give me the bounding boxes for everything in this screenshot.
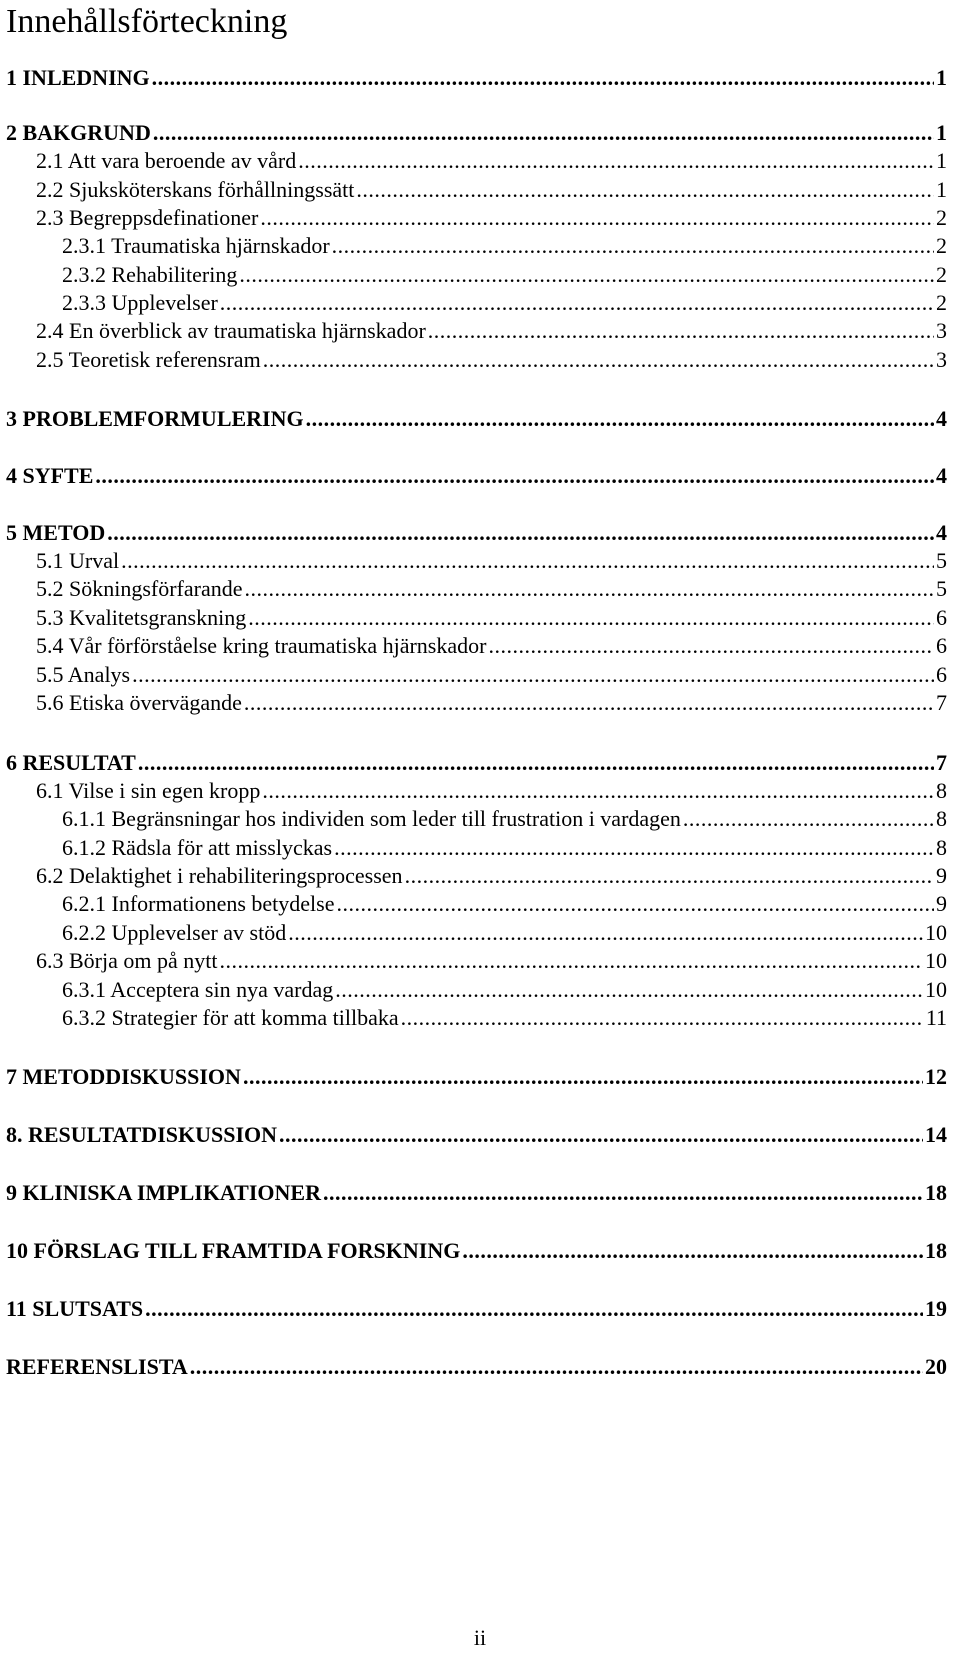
toc-entry-label: 6.3.1 Acceptera sin nya vardag — [62, 977, 334, 1002]
toc-entry-label: 4 SYFTE — [6, 463, 94, 488]
toc-entry-page-number: 4 — [936, 463, 947, 488]
toc-entry-label: 6.2.1 Informationens betydelse — [62, 891, 335, 916]
toc-entry-page-number: 11 — [925, 1005, 947, 1030]
toc-dot-leader — [298, 146, 934, 176]
toc-entry-page-number: 2 — [936, 205, 947, 230]
toc-entry-label: 2.2 Sjuksköterskans förhållningssätt — [36, 177, 355, 202]
toc-entry-label: 2.1 Att vara beroende av vård — [36, 148, 297, 173]
toc-entry-page-number: 1 — [936, 177, 947, 202]
toc-entry-page-number: 8 — [936, 835, 947, 860]
toc-entry-label: 6.1.1 Begränsningar hos individen som leder till frustration i vardagen — [62, 806, 681, 831]
toc-entry-page-number: 1 — [936, 148, 947, 173]
toc-entry-page-number: 8 — [936, 778, 947, 803]
toc-entry-label: 6 RESULTAT — [6, 750, 136, 775]
toc-entry[interactable] — [36, 203, 947, 233]
page-title: Innehållsförteckning — [6, 3, 288, 40]
toc-entry[interactable] — [6, 63, 947, 93]
toc-entry-label: 2.3.1 Traumatiska hjärnskador — [62, 233, 330, 258]
toc-dot-leader — [244, 688, 934, 718]
toc-dot-leader — [107, 518, 934, 548]
toc-entry-page-number: 2 — [936, 233, 947, 258]
toc-entry-label: 2 BAKGRUND — [6, 120, 151, 145]
toc-entry-page-number: 10 — [925, 948, 947, 973]
toc-entry[interactable] — [6, 404, 947, 434]
toc-entry-page-number: 7 — [936, 750, 947, 775]
toc-dot-leader — [263, 345, 934, 375]
toc-dot-leader — [288, 918, 923, 948]
toc-entry-label: 2.4 En överblick av traumatiska hjärnskador — [36, 318, 426, 343]
toc-entry-page-number: 18 — [925, 1238, 947, 1263]
toc-entry-label: 7 METODDISKUSSION — [6, 1064, 241, 1089]
toc-dot-leader — [262, 776, 934, 806]
toc-entry[interactable] — [36, 146, 947, 176]
toc-entry-label: 5.1 Urval — [36, 548, 120, 573]
toc-entry-page-number: 5 — [936, 548, 947, 573]
toc-dot-leader — [279, 1120, 923, 1150]
toc-dot-leader — [488, 631, 934, 661]
toc-entry-label: 11 SLUTSATS — [6, 1296, 144, 1321]
toc-entry-label: 5 METOD — [6, 520, 106, 545]
toc-entry[interactable] — [62, 1003, 947, 1033]
toc-entry[interactable] — [62, 918, 947, 948]
toc-entry-label: 10 FÖRSLAG TILL FRAMTIDA FORSKNING — [6, 1238, 461, 1263]
toc-entry[interactable] — [6, 1062, 947, 1092]
toc-entry-label: REFERENSLISTA — [6, 1354, 188, 1379]
toc-entry-page-number: 3 — [936, 318, 947, 343]
toc-entry[interactable] — [6, 748, 947, 778]
toc-entry-page-number: 1 — [936, 120, 947, 145]
toc-dot-leader — [138, 748, 934, 778]
toc-entry-label: 5.4 Vår förförståelse kring traumatiska hjärnskador — [36, 633, 487, 658]
toc-entry-label: 6.3.2 Strategier för att komma tillbaka — [62, 1005, 399, 1030]
toc-dot-leader — [356, 175, 934, 205]
toc-dot-leader — [683, 804, 934, 834]
toc-dot-leader — [428, 316, 934, 346]
toc-entry-page-number: 4 — [936, 520, 947, 545]
toc-dot-leader — [121, 546, 934, 576]
toc-entry-label: 2.3.3 Upplevelser — [62, 290, 218, 315]
toc-entry[interactable] — [36, 776, 947, 806]
toc-entry-label: 5.6 Etiska övervägande — [36, 690, 242, 715]
toc-entry-label: 3 PROBLEMFORMULERING — [6, 406, 304, 431]
toc-dot-leader — [152, 63, 934, 93]
toc-dot-leader — [219, 946, 923, 976]
toc-dot-leader — [153, 118, 934, 148]
toc-entry-label: 5.3 Kvalitetsgranskning — [36, 605, 247, 630]
toc-dot-leader — [239, 260, 934, 290]
toc-entry[interactable] — [6, 118, 947, 148]
toc-entry-page-number: 6 — [936, 662, 947, 687]
toc-dot-leader — [220, 288, 934, 318]
toc-entry-label: 6.2 Delaktighet i rehabiliteringsprocessen — [36, 863, 403, 888]
toc-dot-leader — [323, 1178, 923, 1208]
toc-entry-page-number: 20 — [925, 1354, 947, 1379]
toc-dot-leader — [401, 1003, 924, 1033]
toc-dot-leader — [145, 1294, 923, 1324]
toc-entry-label: 5.5 Analys — [36, 662, 131, 687]
toc-entry-label: 6.1 Vilse i sin egen kropp — [36, 778, 261, 803]
toc-entry-page-number: 9 — [936, 891, 947, 916]
toc-entry-label: 1 INLEDNING — [6, 65, 150, 90]
toc-entry-label: 2.3 Begreppsdefinationer — [36, 205, 259, 230]
toc-entry[interactable] — [6, 1236, 947, 1266]
toc-entry-page-number: 1 — [936, 65, 947, 90]
toc-dot-leader — [334, 833, 934, 863]
toc-dot-leader — [95, 461, 934, 491]
toc-dot-leader — [332, 231, 934, 261]
toc-entry-label: 2.5 Teoretisk referensram — [36, 347, 261, 372]
toc-entry-page-number: 2 — [936, 262, 947, 287]
toc-entry-label: 6.2.2 Upplevelser av stöd — [62, 920, 287, 945]
toc-entry-page-number: 18 — [925, 1180, 947, 1205]
toc-entry[interactable] — [62, 804, 947, 834]
toc-entry-page-number: 12 — [925, 1064, 947, 1089]
toc-entry[interactable] — [36, 946, 947, 976]
toc-entry-page-number: 6 — [936, 633, 947, 658]
toc-entry[interactable] — [36, 546, 947, 576]
toc-dot-leader — [335, 975, 923, 1005]
toc-entry-page-number: 10 — [925, 920, 947, 945]
toc-entry[interactable] — [36, 316, 947, 346]
page-number: ii — [473, 1625, 487, 1650]
toc-entry[interactable] — [62, 260, 947, 290]
toc-dot-leader — [245, 574, 934, 604]
toc-entry[interactable] — [6, 1352, 947, 1382]
toc-entry[interactable] — [36, 861, 947, 891]
toc-entry[interactable] — [62, 975, 947, 1005]
toc-entry[interactable] — [6, 461, 947, 491]
toc-entry-page-number: 8 — [936, 806, 947, 831]
toc-entry[interactable] — [36, 574, 947, 604]
toc-entry-label: 6.1.2 Rädsla för att misslyckas — [62, 835, 333, 860]
toc-entry-page-number: 6 — [936, 605, 947, 630]
toc-dot-leader — [132, 660, 934, 690]
toc-entry[interactable] — [62, 231, 947, 261]
toc-dot-leader — [260, 203, 934, 233]
toc-entry-page-number: 19 — [925, 1296, 947, 1321]
toc-entry[interactable] — [6, 1294, 947, 1324]
toc-entry-label: 9 KLINISKA IMPLIKATIONER — [6, 1180, 321, 1205]
toc-entry[interactable] — [36, 345, 947, 375]
toc-dot-leader — [306, 404, 934, 434]
toc-dot-leader — [405, 861, 934, 891]
toc-dot-leader — [243, 1062, 923, 1092]
toc-entry-page-number: 2 — [936, 290, 947, 315]
toc-entry[interactable] — [36, 175, 947, 205]
toc-entry[interactable] — [36, 631, 947, 661]
toc-entry[interactable] — [6, 1178, 947, 1208]
toc-dot-leader — [337, 889, 935, 919]
toc-entry[interactable] — [6, 518, 947, 548]
toc-entry[interactable] — [36, 660, 947, 690]
toc-entry[interactable] — [36, 603, 947, 633]
toc-entry-label: 6.3 Börja om på nytt — [36, 948, 218, 973]
toc-entry[interactable] — [62, 889, 947, 919]
toc-entry-page-number: 3 — [936, 347, 947, 372]
toc-dot-leader — [462, 1236, 923, 1266]
toc-entry-label: 5.2 Sökningsförfarande — [36, 576, 243, 601]
toc-entry[interactable] — [36, 688, 947, 718]
toc-entry[interactable] — [6, 1120, 947, 1150]
toc-entry-page-number: 7 — [936, 690, 947, 715]
toc-entry-label: 2.3.2 Rehabilitering — [62, 262, 238, 287]
toc-entry-label: 8. RESULTATDISKUSSION — [6, 1122, 278, 1147]
toc-entry-page-number: 14 — [925, 1122, 947, 1147]
toc-entry-page-number: 4 — [936, 406, 947, 431]
toc-entry[interactable] — [62, 833, 947, 863]
toc-entry-page-number: 9 — [936, 863, 947, 888]
toc-entry-page-number: 10 — [925, 977, 947, 1002]
toc-entry-page-number: 5 — [936, 576, 947, 601]
toc-dot-leader — [190, 1352, 923, 1382]
toc-entry[interactable] — [62, 288, 947, 318]
toc-dot-leader — [248, 603, 934, 633]
